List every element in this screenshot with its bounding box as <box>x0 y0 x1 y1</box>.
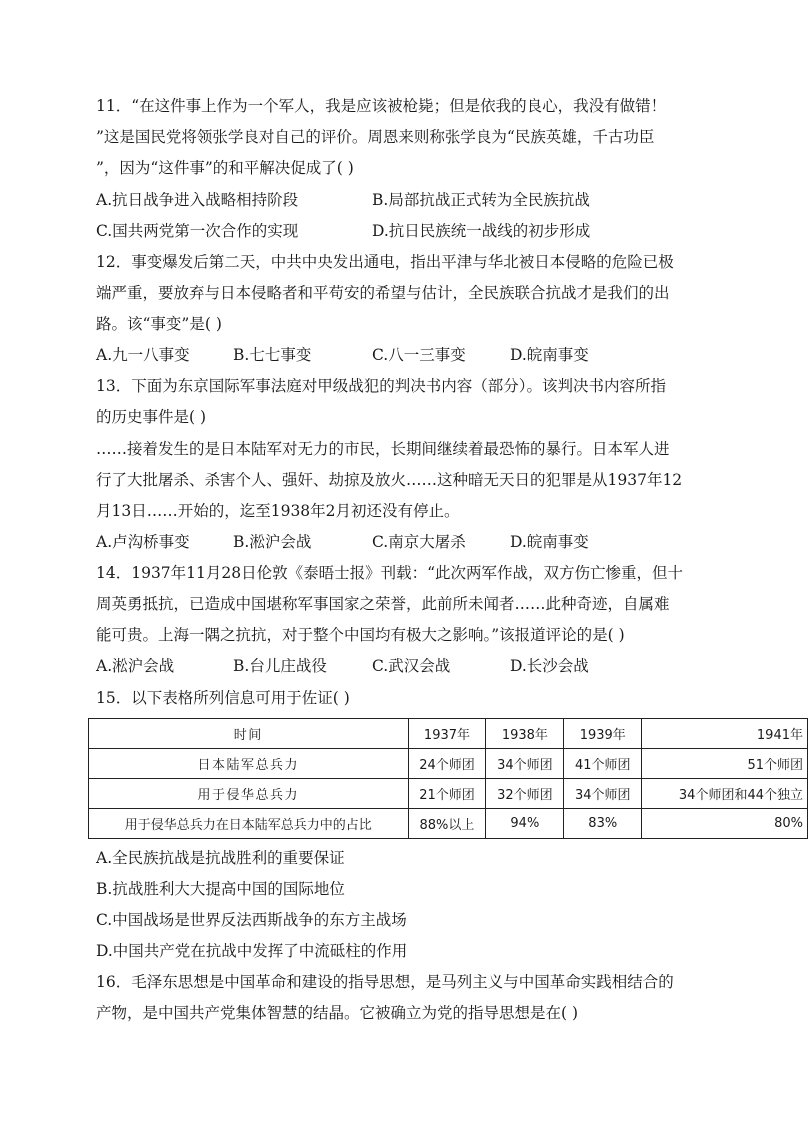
table-header-cell: 1938年 <box>486 719 564 749</box>
q15-option-b: B.抗战胜利大大提高中国的国际地位 <box>96 880 345 898</box>
q11-option-a: A.抗日战争进入战略相持阶段 <box>96 191 299 209</box>
table-cell: 34个师团 <box>564 779 642 809</box>
q15-option-a: A.全民族抗战是抗战胜利的重要保证 <box>96 849 345 867</box>
table-cell: 83% <box>564 809 642 839</box>
q13-line-3: ……接着发生的是日本陆军对无力的市民，长期间继续着最恐怖的暴行。日本军人进 <box>96 440 670 458</box>
q13-option-c: C.南京大屠杀 <box>372 533 466 551</box>
table-row <box>89 749 808 779</box>
table-cell: 32个师团 <box>486 779 564 809</box>
table-cell: 94% <box>486 809 564 839</box>
q13-option-d: D.皖南事变 <box>510 533 589 551</box>
q14-option-a: A.淞沪会战 <box>96 657 175 675</box>
q15-line-1: 15．以下表格所列信息可用于佐证( ) <box>96 689 350 707</box>
q13-option-a: A.卢沟桥事变 <box>96 533 190 551</box>
table-cell: 88%以上 <box>408 809 486 839</box>
table-row-label: 用于侵华总兵力在日本陆军总兵力中的占比 <box>89 809 409 839</box>
table-cell: 24个师团 <box>408 749 486 779</box>
q11-option-c: C.国共两党第一次合作的实现 <box>96 222 299 240</box>
q12-option-d: D.皖南事变 <box>510 346 589 364</box>
table-cell: 21个师团 <box>408 779 486 809</box>
q11-line-1: 11．“在这件事上作为一个军人，我是应该被枪毙；但是依我的良心，我没有做错！ <box>96 97 667 115</box>
table-header-cell: 1937年 <box>408 719 486 749</box>
table-cell: 34个师团 <box>486 749 564 779</box>
q16-line-1: 16．毛泽东思想是中国革命和建设的指导思想，是马列主义与中国革命实践相结合的 <box>96 973 674 991</box>
q12-line-3: 路。该“事变”是( ) <box>96 315 222 333</box>
q14-option-d: D.长沙会战 <box>510 657 589 675</box>
q14-line-2: 周英勇抵抗，已造成中国堪称军事国家之荣誉，此前所未闻者……此种奇迹，自属难 <box>96 595 670 613</box>
q12-line-2: 端严重，要放弃与日本侵略者和平苟安的希望与估计，全民族联合抗战才是我们的出 <box>96 284 670 302</box>
q11-option-b: B.局部抗战正式转为全民族抗战 <box>372 191 590 209</box>
q12-option-b: B.七七事变 <box>233 346 312 364</box>
table-header-cell: 时间 <box>89 719 409 749</box>
q13-line-4: 行了大批屠杀、杀害个人、强奸、劫掠及放火……这种暗无天日的犯罪是从1937年12 <box>96 471 683 489</box>
table-header-cell: 1939年 <box>564 719 642 749</box>
q14-line-3: 能可贵。上海一隅之抗抗，对于整个中国均有极大之影响。”该报道评论的是( ) <box>96 626 625 644</box>
q13-option-b: B.淞沪会战 <box>233 533 312 551</box>
q11-option-d: D.抗日民族统一战线的初步形成 <box>372 222 591 240</box>
table-row <box>89 779 808 809</box>
q13-line-5: 月13日……开始的，迄至1938年2月初还没有停止。 <box>96 502 460 520</box>
q12-option-c: C.八一三事变 <box>372 346 466 364</box>
q13-line-1: 13．下面为东京国际军事法庭对甲级战犯的判决书内容（部分）。该判决书内容所指 <box>96 377 666 395</box>
table-cell: 51个师团 <box>642 749 808 779</box>
table-row-label: 用于侵华总兵力 <box>89 779 409 809</box>
q13-line-2: 的历史事件是( ) <box>96 408 207 426</box>
q14-option-b: B.台儿庄战役 <box>233 657 327 675</box>
table-cell: 80% <box>642 809 808 839</box>
table-cell: 41个师团 <box>564 749 642 779</box>
table-row <box>89 809 808 839</box>
table-header-row <box>89 719 808 749</box>
q15-option-d: D.中国共产党在抗战中发挥了中流砥柱的作用 <box>96 942 408 960</box>
q12-line-1: 12．事变爆发后第二天，中共中央发出通电，指出平津与华北被日本侵略的危险已极 <box>96 253 674 271</box>
q11-line-2: ”这是国民党将领张学良对自己的评价。周恩来则称张学良为“民族英雄，千古功臣 <box>96 128 655 146</box>
q11-line-3: ”，因为“这件事”的和平解决促成了( ) <box>96 159 354 177</box>
q16-line-2: 产物，是中国共产党集体智慧的结晶。它被确立为党的指导思想是在( ) <box>96 1004 579 1022</box>
table-row-label: 日本陆军总兵力 <box>89 749 409 779</box>
table-cell: 34个师团和44个独立 <box>642 779 808 809</box>
table-header-cell: 1941年 <box>642 719 808 749</box>
q15-option-c: C.中国战场是世界反法西斯战争的东方主战场 <box>96 911 407 929</box>
troop-table <box>88 718 808 839</box>
q14-line-1: 14．1937年11月28日伦敦《泰晤士报》刊载：“此次两军作战，双方伤亡惨重，但十 <box>96 564 684 582</box>
q12-option-a: A.九一八事变 <box>96 346 190 364</box>
q14-option-c: C.武汉会战 <box>372 657 451 675</box>
